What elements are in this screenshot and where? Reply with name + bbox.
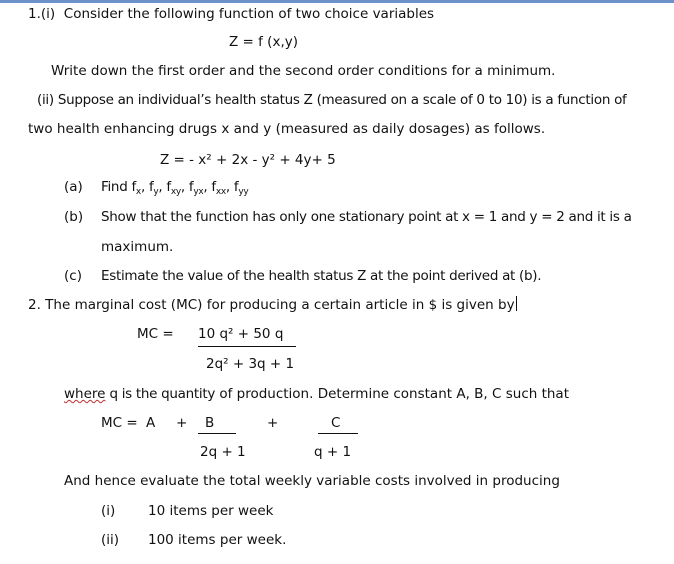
- q2-ii-text: 100 items per week.: [148, 532, 287, 548]
- q1-function: Z = f (x,y): [229, 34, 298, 50]
- text-cursor: [516, 296, 517, 311]
- ruler-top-border: [0, 0, 674, 3]
- q2-mc-label: MC =: [137, 326, 174, 342]
- q2-intro: 2. The marginal cost (MC) for producing a certain article in $ is given by: [28, 297, 515, 313]
- q2-den-b: 2q + 1: [200, 444, 246, 460]
- q1-intro: Consider the following function of two choice variables: [63, 6, 435, 22]
- deriv-fx: $f_x$: [131, 179, 141, 197]
- q2-bar-c: [318, 433, 358, 434]
- q2-const-b: B: [205, 415, 215, 431]
- deriv-fyy: $f_{yy}$: [233, 179, 249, 197]
- q1-a-label: (a): [64, 179, 83, 195]
- q2-denominator: 2q² + 3q + 1: [206, 356, 295, 372]
- q2-i-label: (i): [101, 503, 116, 519]
- q1-label: 1.(i): [28, 6, 56, 22]
- q2-const-c: C: [331, 415, 341, 431]
- deriv-fy: $f_y$: [148, 179, 159, 197]
- q2-const-a: A: [146, 415, 156, 431]
- q1-header-line: [28, 5, 434, 23]
- q2-mc2-label: MC =: [101, 415, 138, 431]
- q1-c-label: (c): [64, 268, 82, 284]
- q1-b-text: Show that the function has only one stationary point at x = 1 and y = 2 and it is a: [101, 209, 632, 225]
- q1-c-text: Estimate the value of the health status Z at the point derived at (b).: [101, 268, 542, 284]
- q1-a-text: Find $f_x$, $f_y$, $f_{xy}$, $f_{yx}$, $f_{xx}$, $f_{yy}$: [101, 179, 249, 197]
- q1-ii-line1: (ii) Suppose an individual’s health status Z (measured on a scale of 0 to 10) is a function of: [37, 92, 627, 108]
- q1-equation: Z = - x² + 2x - y² + 4y+ 5: [160, 152, 336, 168]
- where-word: where: [64, 386, 106, 402]
- q2-numerator: 10 q² + 50 q: [198, 326, 284, 342]
- q2-bar-b: [198, 433, 236, 434]
- q1-ii-line2: two health enhancing drugs x and y (measured as daily dosages) as follows.: [28, 121, 546, 137]
- q2-fraction-bar: [198, 346, 296, 347]
- q2-where-line: where q is the quantity of production. Determine constant A, B, C such that: [64, 386, 569, 402]
- q1-b-text2: maximum.: [101, 239, 174, 255]
- q1-instruction: Write down the first order and the second order conditions for a minimum.: [51, 63, 556, 79]
- deriv-fxy: $f_{xy}$: [166, 179, 181, 197]
- q2-den-c: q + 1: [314, 444, 352, 460]
- q2-plus-1: +: [176, 415, 188, 431]
- deriv-fxx: $f_{xx}$: [211, 179, 226, 197]
- q2-plus-2: +: [267, 415, 279, 431]
- q1-b-label: (b): [64, 209, 84, 225]
- deriv-fyx: $f_{yx}$: [188, 179, 204, 197]
- q2-hence: And hence evaluate the total weekly variable costs involved in producing: [64, 473, 560, 489]
- q2-i-text: 10 items per week: [148, 503, 274, 519]
- q2-ii-label: (ii): [101, 532, 120, 548]
